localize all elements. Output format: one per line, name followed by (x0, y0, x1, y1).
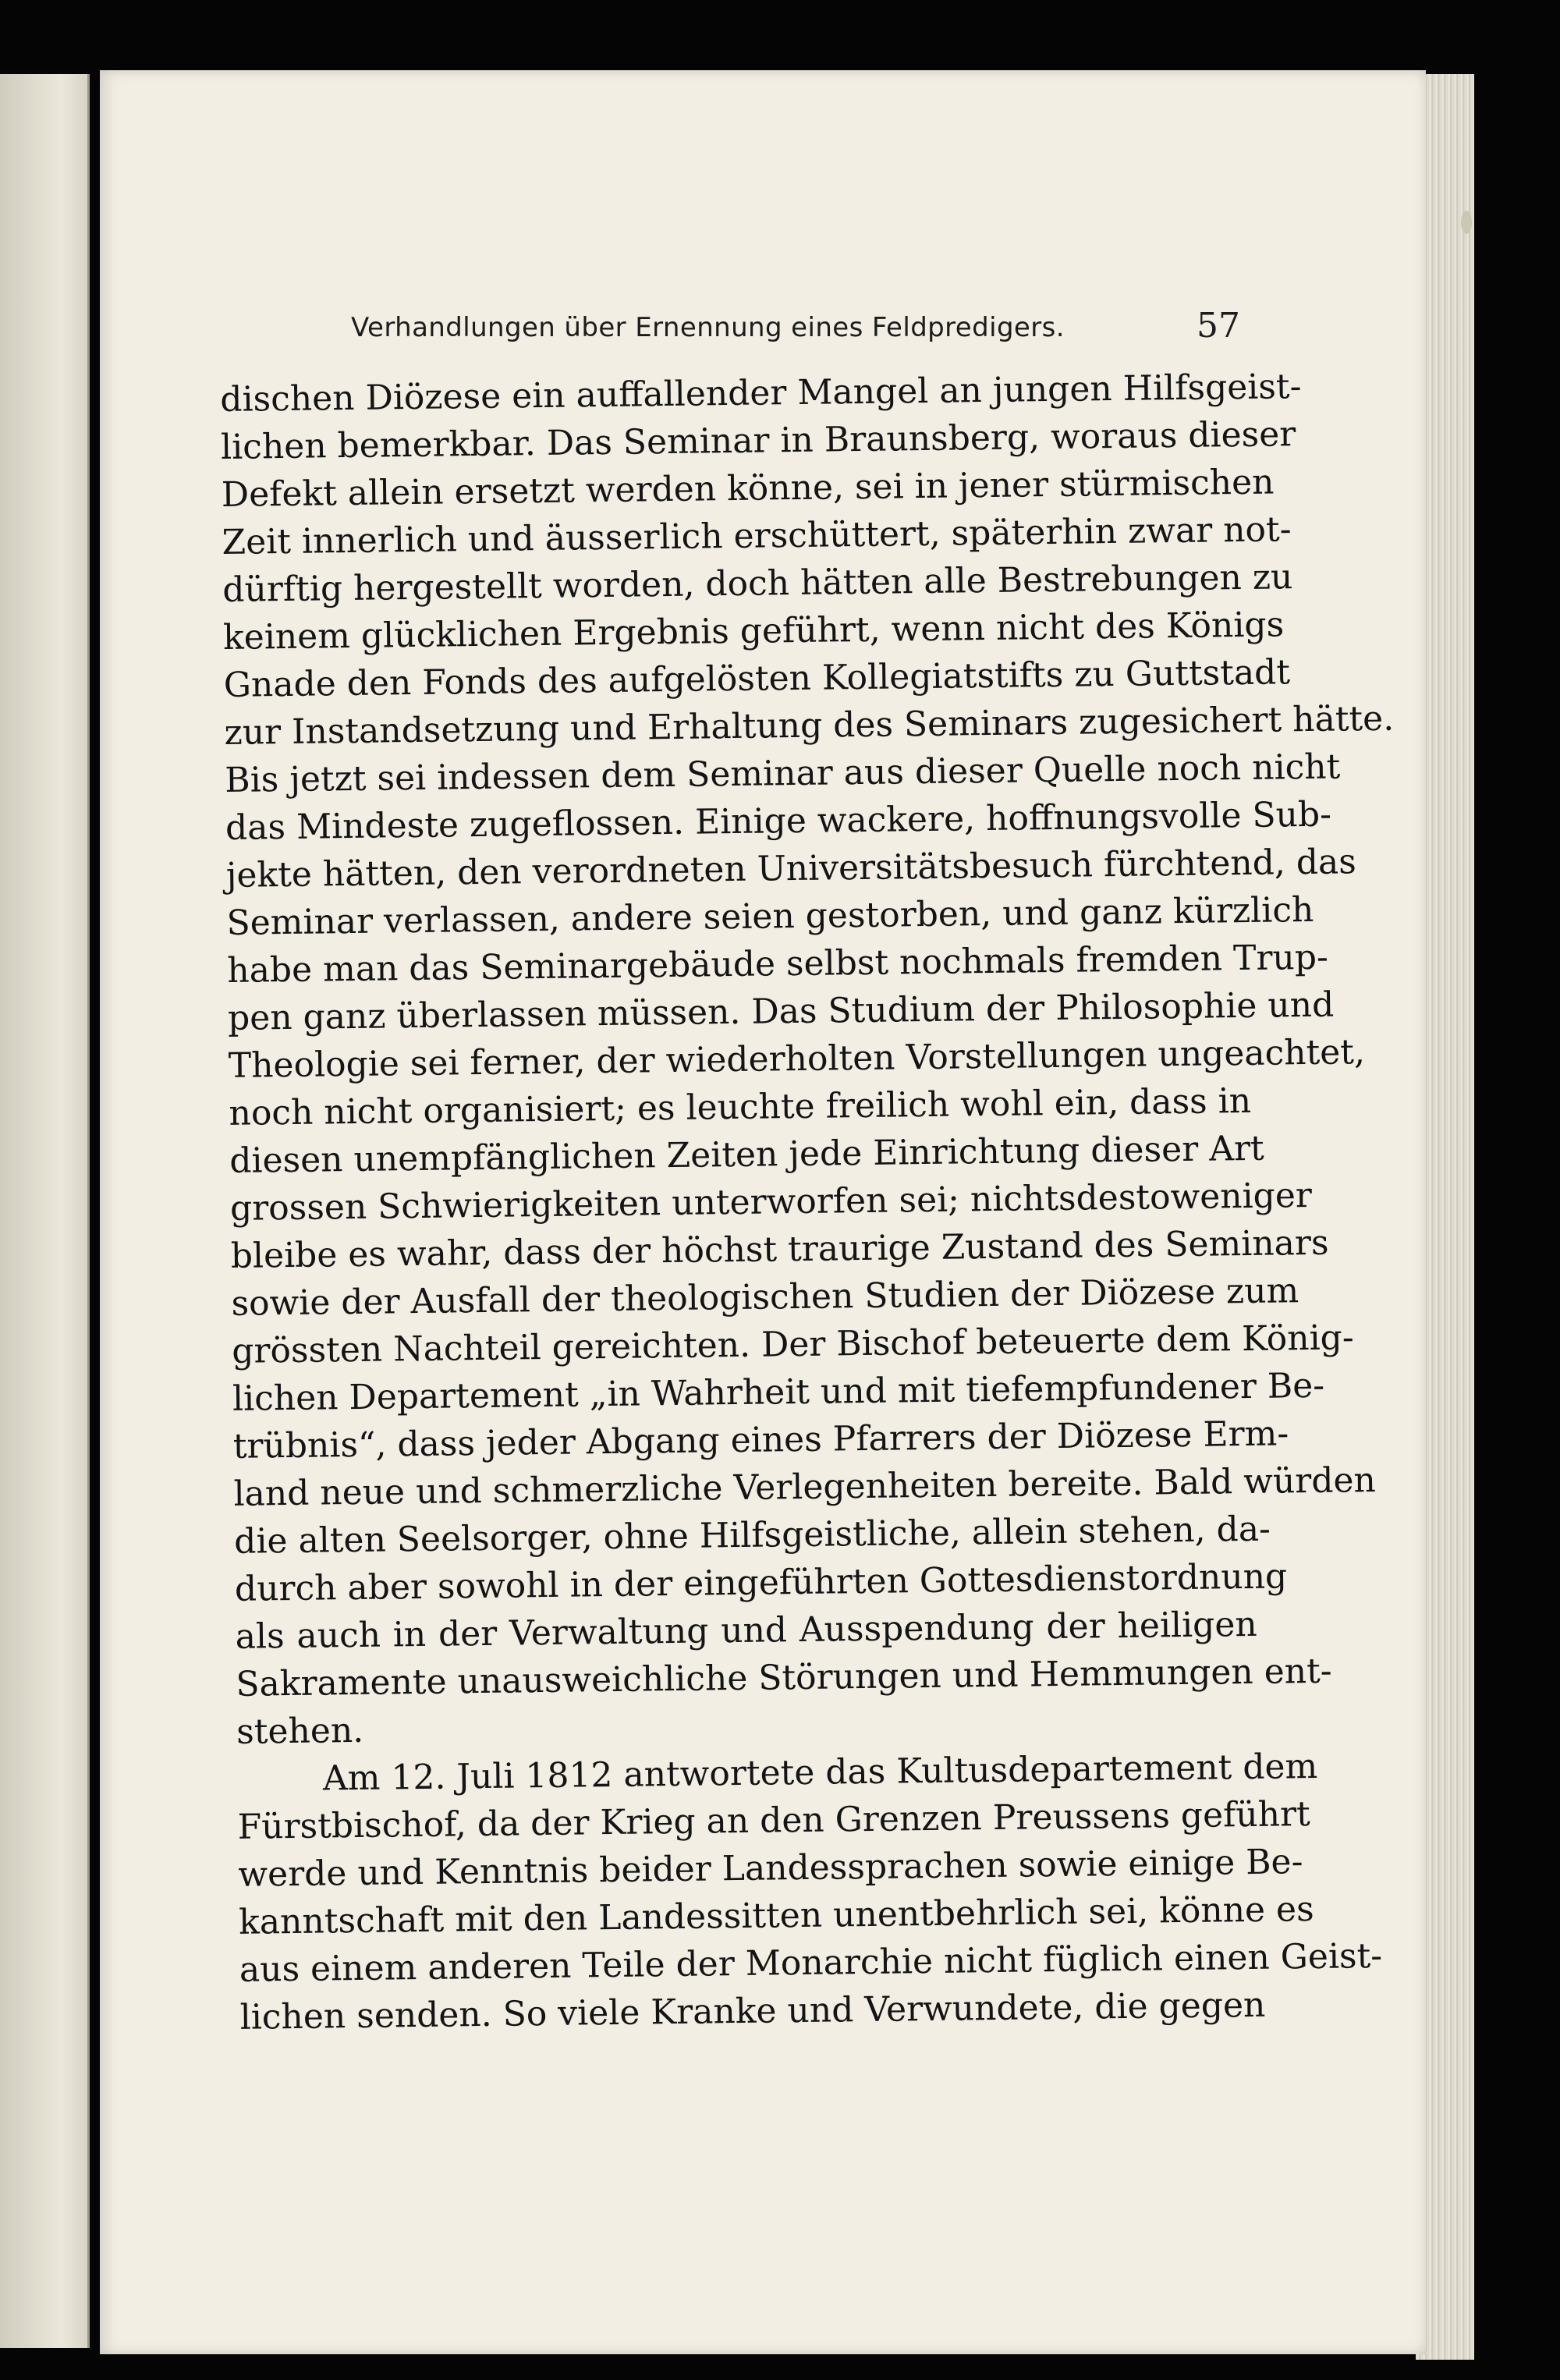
text-line: jekte hätten, den verordneten Universitätsbesuch fürchtend, das (225, 842, 1357, 896)
text-line: Defekt allein ersetzt werden könne, sei in jener stürmischen (221, 462, 1275, 515)
text-line: Gnade den Fonds des aufgelösten Kollegiatstifts zu Guttstadt (223, 652, 1291, 705)
text-line: dischen Diözese ein auffallender Mangel an jungen Hilfsgeist- (220, 367, 1302, 420)
text-line: sowie der Ausfall der theologischen Studien der Diözese zum (231, 1271, 1299, 1324)
text-line: lichen Departement „in Wahrheit und mit tiefempfundener Be- (232, 1365, 1325, 1419)
text-line: pen ganz überlassen müssen. Das Studium der Philosophie und (227, 984, 1335, 1038)
paragraph-start-line: Am 12. Juli 1812 antwortete das Kultusdepartement dem (322, 1746, 1318, 1799)
text-line: kanntschaft mit den Landessitten unentbehrlich sei, könne es (238, 1889, 1314, 1942)
text-line: land neue und schmerzliche Verlegenheiten bereite. Bald würden (233, 1460, 1377, 1514)
text-line: zur Instandsetzung und Erhaltung des Seminars zugesichert hätte. (224, 698, 1395, 753)
text-line: Bis jetzt sei indessen dem Seminar aus dieser Quelle noch nicht (225, 747, 1341, 800)
text-line: Seminar verlassen, andere seien gestorben, und ganz kürzlich (226, 889, 1314, 943)
text-line: bleibe es wahr, dass der höchst traurige Zustand des Seminars (230, 1222, 1329, 1276)
text-line: dürftig hergestellt worden, doch hätten alle Bestrebungen zu (222, 557, 1293, 610)
text-line: diesen unempfänglichen Zeiten jede Einrichtung dieser Art (229, 1128, 1264, 1181)
text-line: grossen Schwierigkeiten unterworfen sei; nichtsdestoweniger (229, 1175, 1313, 1229)
page-number: 57 (1197, 306, 1240, 346)
text-line: aus einem anderen Teile der Monarchie nicht füglich einen Geist- (239, 1935, 1383, 1990)
running-title: Verhandlungen über Ernennung eines Feldpredigers. (351, 312, 1065, 343)
text-line: trübnis“, dass jeder Abgang eines Pfarrers der Diözese Erm- (232, 1413, 1289, 1467)
text-line: das Mindeste zugeflossen. Einige wackere, hoffnungsvolle Sub- (225, 794, 1332, 848)
text-line: habe man das Seminargebäude selbst nochmals fremden Trup- (227, 937, 1329, 991)
text-line: stehen. (236, 1710, 364, 1752)
running-head (351, 306, 1240, 353)
text-line: werde und Kenntnis beider Landessprachen sowie einige Be- (238, 1842, 1303, 1895)
text-line: Theologie sei ferner, der wiederholten Vorstellungen ungeachtet, (228, 1032, 1366, 1086)
text-line: die alten Seelsorger, ohne Hilfsgeistliche, allein stehen, da- (233, 1509, 1271, 1562)
text-line: keinem glücklichen Ergebnis geführt, wenn nicht des Königs (222, 605, 1285, 658)
text-line: noch nicht organisiert; es leuchte freilich wohl ein, dass in (229, 1080, 1252, 1133)
text-line: durch aber sowohl in der eingeführten Gottesdienstordnung (234, 1556, 1288, 1609)
text-line: Fürstbischof, da der Krieg an den Grenzen Preussens geführt (237, 1794, 1311, 1847)
body-text (220, 364, 1395, 2041)
text-line: lichen bemerkbar. Das Seminar in Braunsberg, woraus dieser (220, 414, 1296, 467)
facing-page-edge (0, 74, 90, 2348)
text-line: als auch in der Verwaltung und Ausspendung der heiligen (235, 1604, 1257, 1657)
text-line: grössten Nachteil gereichten. Der Bischof beteuerte dem König- (231, 1318, 1354, 1371)
text-line: Zeit innerlich und äusserlich erschüttert, späterhin zwar not- (222, 509, 1292, 562)
paper-blemish (1461, 211, 1472, 234)
text-line: lichen senden. So viele Kranke und Verwundete, die gegen (239, 1985, 1266, 2038)
text-line: Sakramente unausweichliche Störungen und Hemmungen ent- (236, 1651, 1332, 1704)
